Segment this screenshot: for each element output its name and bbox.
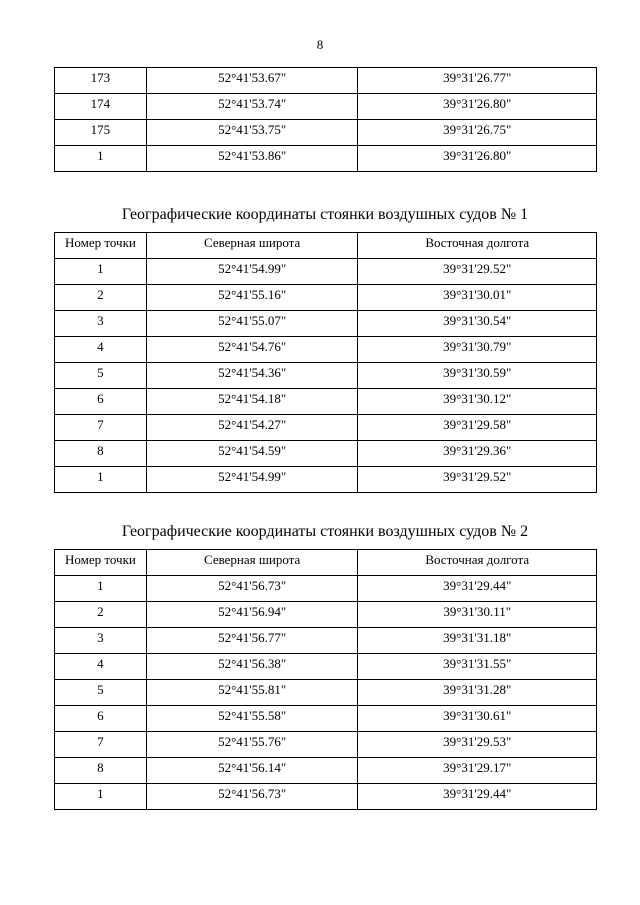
cell-north-latitude: 52°41'56.94" [146,602,358,628]
table-row [55,628,597,654]
cell-east-longitude: 39°31'30.01" [358,285,597,311]
table-row [55,654,597,680]
page-number: 8 [316,37,324,52]
table-row [55,389,597,415]
cell-point-number: 1 [55,576,147,602]
cell-point-number: 6 [55,706,147,732]
cell-east-longitude: 39°31'31.55" [358,654,597,680]
cell-north-latitude: 52°41'54.59" [146,441,358,467]
cell-point-number: 3 [55,311,147,337]
cell-north-latitude: 52°41'54.36" [146,363,358,389]
coordinates-table-parking-1 [54,232,597,493]
cell-point-number: 5 [55,363,147,389]
table-heading-parking-1: Географические координаты стоянки воздушных судов № 1 [121,206,529,223]
cell-east-longitude: 39°31'31.18" [358,628,597,654]
cell-east-longitude: 39°31'30.12" [358,389,597,415]
cell-east-longitude: 39°31'29.53" [358,732,597,758]
table-row [55,363,597,389]
cell-east-longitude: 39°31'30.79" [358,337,597,363]
table-row [55,732,597,758]
cell-north-latitude: 52°41'55.81" [146,680,358,706]
cell-point-number: 7 [55,415,147,441]
cell-north-latitude: 52°41'53.74" [146,94,358,120]
cell-north-latitude: 52°41'55.07" [146,311,358,337]
table-row [55,758,597,784]
table-header-row [55,550,597,576]
cell-point-number: 1 [55,784,147,810]
cell-north-latitude: 52°41'54.18" [146,389,358,415]
table-row [55,680,597,706]
cell-point-number: 175 [55,120,147,146]
cell-north-latitude: 52°41'55.16" [146,285,358,311]
cell-point-number: 7 [55,732,147,758]
header-point-number: Номер точки [55,233,147,259]
cell-north-latitude: 52°41'53.86" [146,146,358,172]
table-header-row [55,233,597,259]
table-row [55,576,597,602]
cell-point-number: 5 [55,680,147,706]
table-row [55,146,597,172]
cell-point-number: 3 [55,628,147,654]
cell-north-latitude: 52°41'54.99" [146,259,358,285]
cell-point-number: 174 [55,94,147,120]
cell-east-longitude: 39°31'29.52" [358,467,597,493]
cell-north-latitude: 52°41'54.99" [146,467,358,493]
table-row [55,120,597,146]
cell-point-number: 8 [55,441,147,467]
cell-point-number: 1 [55,467,147,493]
cell-point-number: 2 [55,285,147,311]
cell-point-number: 173 [55,68,147,94]
table-row [55,706,597,732]
cell-east-longitude: 39°31'30.54" [358,311,597,337]
cell-east-longitude: 39°31'26.75" [358,120,597,146]
cell-east-longitude: 39°31'26.80" [358,94,597,120]
table-row [55,311,597,337]
cell-east-longitude: 39°31'30.11" [358,602,597,628]
cell-point-number: 8 [55,758,147,784]
cell-east-longitude: 39°31'26.80" [358,146,597,172]
header-north-latitude: Северная широта [146,550,358,576]
cell-north-latitude: 52°41'56.38" [146,654,358,680]
cell-north-latitude: 52°41'56.73" [146,784,358,810]
table-heading-parking-2: Географические координаты стоянки воздушных судов № 2 [121,523,529,540]
cell-north-latitude: 52°41'54.76" [146,337,358,363]
cell-east-longitude: 39°31'29.44" [358,784,597,810]
table-row [55,337,597,363]
cell-east-longitude: 39°31'29.44" [358,576,597,602]
cell-east-longitude: 39°31'29.58" [358,415,597,441]
cell-point-number: 4 [55,337,147,363]
coordinates-table-parking-2 [54,549,597,810]
table-row [55,259,597,285]
cell-east-longitude: 39°31'31.28" [358,680,597,706]
table-row [55,602,597,628]
cell-point-number: 4 [55,654,147,680]
coordinates-table-continued [54,67,597,172]
cell-point-number: 1 [55,146,147,172]
cell-east-longitude: 39°31'29.17" [358,758,597,784]
table-row [55,68,597,94]
cell-north-latitude: 52°41'56.73" [146,576,358,602]
cell-north-latitude: 52°41'53.75" [146,120,358,146]
cell-east-longitude: 39°31'29.52" [358,259,597,285]
cell-point-number: 6 [55,389,147,415]
cell-east-longitude: 39°31'29.36" [358,441,597,467]
cell-east-longitude: 39°31'30.59" [358,363,597,389]
header-point-number: Номер точки [55,550,147,576]
cell-north-latitude: 52°41'56.14" [146,758,358,784]
table-row [55,784,597,810]
cell-north-latitude: 52°41'55.76" [146,732,358,758]
table-row [55,415,597,441]
table-row [55,94,597,120]
cell-north-latitude: 52°41'56.77" [146,628,358,654]
table-row [55,467,597,493]
cell-east-longitude: 39°31'26.77" [358,68,597,94]
cell-north-latitude: 52°41'55.58" [146,706,358,732]
table-row [55,285,597,311]
cell-point-number: 1 [55,259,147,285]
header-east-longitude: Восточная долгота [358,233,597,259]
cell-point-number: 2 [55,602,147,628]
table-row [55,441,597,467]
cell-north-latitude: 52°41'53.67" [146,68,358,94]
header-east-longitude: Восточная долгота [358,550,597,576]
header-north-latitude: Северная широта [146,233,358,259]
cell-north-latitude: 52°41'54.27" [146,415,358,441]
cell-east-longitude: 39°31'30.61" [358,706,597,732]
